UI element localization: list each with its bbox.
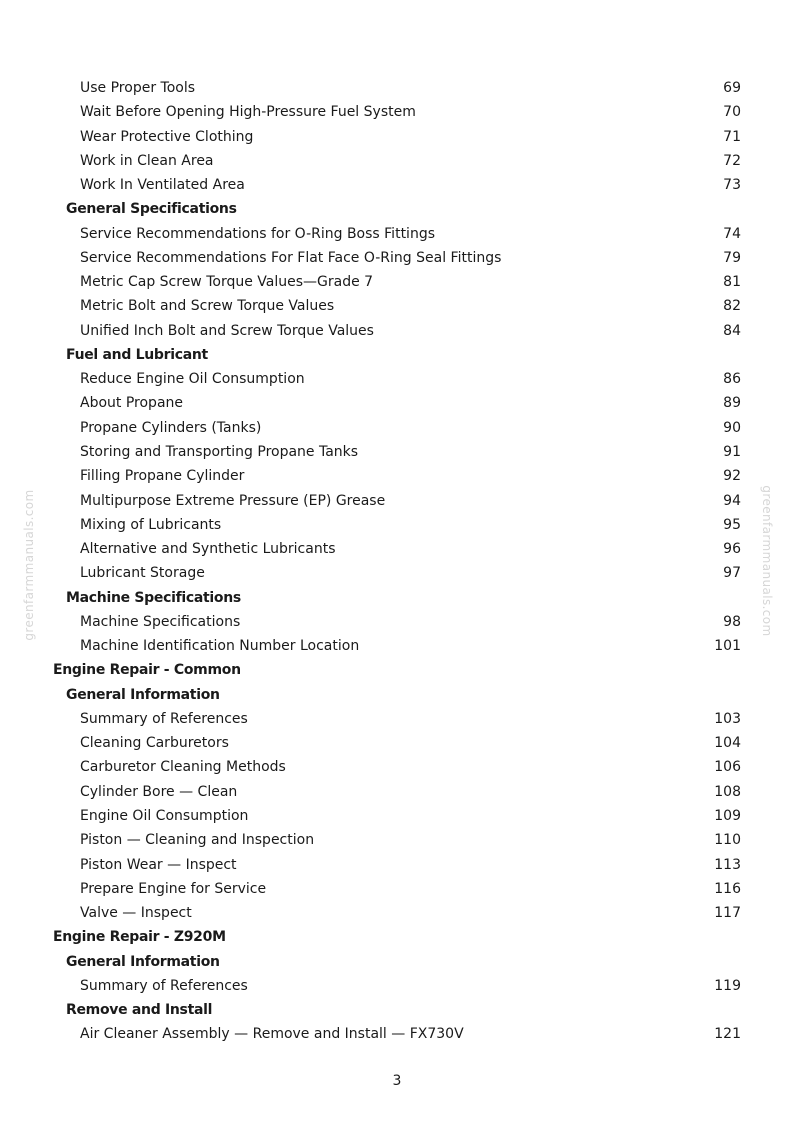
- toc-entry[interactable]: [0, 294, 794, 318]
- toc-entry-page-number: 86: [723, 371, 741, 388]
- toc-entry-page-number: 101: [714, 638, 741, 655]
- toc-entry[interactable]: [0, 246, 794, 270]
- toc-entry-page-number: 109: [714, 807, 741, 824]
- toc-entry-page-number: 72: [723, 152, 741, 169]
- toc-entry-page-number: 108: [714, 783, 741, 800]
- toc-entry-title: Machine Specifications: [80, 613, 241, 630]
- toc-entry[interactable]: [0, 489, 794, 513]
- toc-entry-page-number: 74: [723, 225, 741, 242]
- toc-section-title: General Specifications: [66, 201, 237, 218]
- watermark-right: greenfarmmanuals.com: [760, 485, 774, 637]
- toc-section-title: General Information: [66, 686, 220, 703]
- toc-entry[interactable]: [0, 804, 794, 828]
- toc-entry-page-number: 69: [723, 80, 741, 96]
- toc-entry-page-number: 119: [714, 977, 741, 994]
- toc-entry[interactable]: [0, 755, 794, 779]
- toc-entry-page-number: 79: [723, 249, 741, 266]
- toc-entry-title: Multipurpose Extreme Pressure (EP) Grease: [80, 492, 386, 509]
- toc-entry[interactable]: [0, 416, 794, 440]
- toc-entry-title: Engine Oil Consumption: [80, 807, 249, 824]
- toc-entry-page-number: 106: [714, 759, 741, 776]
- toc-section: [0, 343, 794, 367]
- toc-entry-title: Summary of References: [80, 977, 248, 994]
- toc-entry-title: Metric Cap Screw Torque Values—Grade 7: [80, 274, 374, 291]
- toc-entry-title: Wear Protective Clothing: [80, 128, 254, 145]
- toc-entry-title: Service Recommendations for O-Ring Boss Fittings: [80, 225, 435, 242]
- toc-section: [0, 950, 794, 974]
- toc-entry-title: About Propane: [80, 395, 184, 412]
- toc-chapter: [0, 658, 794, 682]
- toc-chapter-title: Engine Repair - Common: [53, 662, 241, 679]
- toc-entry[interactable]: [0, 901, 794, 925]
- toc-section: [0, 683, 794, 707]
- watermark-left: greenfarmmanuals.com: [22, 489, 36, 641]
- toc-entry-title: Reduce Engine Oil Consumption: [80, 371, 305, 388]
- toc-entry-title: Mixing of Lubricants: [80, 516, 222, 533]
- toc-entry-title: Wait Before Opening High-Pressure Fuel System: [80, 104, 416, 121]
- toc-entry-page-number: 82: [723, 298, 741, 315]
- toc-entry-page-number: 98: [723, 613, 741, 630]
- toc-entry-title: Piston — Cleaning and Inspection: [80, 832, 315, 849]
- toc-entry-page-number: 90: [723, 419, 741, 436]
- toc-entry[interactable]: [0, 828, 794, 852]
- toc-entry-page-number: 92: [723, 468, 741, 485]
- toc-entry-title: Work in Clean Area: [80, 152, 214, 169]
- toc-entry[interactable]: [0, 391, 794, 415]
- toc-entry-page-number: 103: [714, 710, 741, 727]
- toc-entry[interactable]: [0, 173, 794, 197]
- toc-entry[interactable]: [0, 464, 794, 488]
- toc-entry-title: Cleaning Carburetors: [80, 735, 229, 752]
- toc-entry-page-number: 84: [723, 322, 741, 339]
- toc-section-title: General Information: [66, 953, 220, 970]
- toc-section-title: Machine Specifications: [66, 589, 241, 606]
- toc-entry[interactable]: [0, 707, 794, 731]
- toc-entry[interactable]: [0, 270, 794, 294]
- toc-entry[interactable]: [0, 100, 794, 124]
- toc-section: [0, 998, 794, 1022]
- toc-entry[interactable]: [0, 1022, 794, 1046]
- toc-entry[interactable]: [0, 76, 794, 100]
- toc-entry[interactable]: [0, 513, 794, 537]
- toc-entry-title: Valve — Inspect: [80, 905, 192, 922]
- toc-entry-title: Machine Identification Number Location: [80, 638, 360, 655]
- table-of-contents: [0, 76, 794, 1047]
- toc-entry-page-number: 117: [714, 905, 741, 922]
- toc-entry-page-number: 97: [723, 565, 741, 582]
- toc-entry[interactable]: [0, 610, 794, 634]
- toc-chapter: [0, 925, 794, 949]
- toc-entry-page-number: 94: [723, 492, 741, 509]
- toc-entry-page-number: 96: [723, 541, 741, 558]
- toc-entry-page-number: 116: [714, 880, 741, 897]
- toc-entry[interactable]: [0, 853, 794, 877]
- toc-entry-title: Use Proper Tools: [80, 80, 196, 96]
- toc-entry[interactable]: [0, 319, 794, 343]
- toc-section: [0, 197, 794, 221]
- toc-entry[interactable]: [0, 731, 794, 755]
- toc-entry-title: Storing and Transporting Propane Tanks: [80, 443, 359, 460]
- toc-section-title: Remove and Install: [66, 1002, 213, 1019]
- toc-section: [0, 586, 794, 610]
- toc-entry[interactable]: [0, 222, 794, 246]
- toc-entry-page-number: 121: [714, 1026, 741, 1043]
- toc-entry-title: Lubricant Storage: [80, 565, 205, 582]
- toc-entry-page-number: 113: [714, 856, 741, 873]
- page-number: 3: [392, 1073, 402, 1089]
- toc-entry-title: Air Cleaner Assembly — Remove and Install — FX730V: [80, 1026, 464, 1043]
- toc-entry-title: Carburetor Cleaning Methods: [80, 759, 286, 776]
- toc-entry-page-number: 70: [723, 104, 741, 121]
- toc-section-title: Fuel and Lubricant: [66, 346, 208, 363]
- toc-entry-title: Unified Inch Bolt and Screw Torque Values: [80, 322, 374, 339]
- toc-entry[interactable]: [0, 974, 794, 998]
- toc-entry-title: Cylinder Bore — Clean: [80, 783, 238, 800]
- toc-entry-page-number: 91: [723, 443, 741, 460]
- toc-entry[interactable]: [0, 149, 794, 173]
- toc-entry-page-number: 110: [714, 832, 741, 849]
- toc-entry[interactable]: [0, 537, 794, 561]
- toc-entry[interactable]: [0, 561, 794, 585]
- toc-entry-page-number: 71: [723, 128, 741, 145]
- toc-entry-title: Prepare Engine for Service: [80, 880, 267, 897]
- toc-entry[interactable]: [0, 440, 794, 464]
- toc-entry[interactable]: [0, 634, 794, 658]
- toc-entry[interactable]: [0, 877, 794, 901]
- toc-entry-page-number: 81: [723, 274, 741, 291]
- toc-entry-title: Metric Bolt and Screw Torque Values: [80, 298, 335, 315]
- toc-entry-page-number: 73: [723, 177, 741, 194]
- toc-entry-page-number: 89: [723, 395, 741, 412]
- toc-chapter-title: Engine Repair - Z920M: [53, 929, 226, 946]
- toc-entry[interactable]: [0, 367, 794, 391]
- toc-entry-title: Summary of References: [80, 710, 248, 727]
- toc-entry-title: Propane Cylinders (Tanks): [80, 419, 262, 436]
- toc-entry-title: Work In Ventilated Area: [80, 177, 245, 194]
- toc-entry-page-number: 104: [714, 735, 741, 752]
- toc-entry-title: Service Recommendations For Flat Face O-Ring Seal Fittings: [80, 249, 502, 266]
- toc-entry-title: Alternative and Synthetic Lubricants: [80, 541, 336, 558]
- toc-entry-page-number: 95: [723, 516, 741, 533]
- toc-entry[interactable]: [0, 780, 794, 804]
- toc-entry-title: Piston Wear — Inspect: [80, 856, 237, 873]
- toc-entry[interactable]: [0, 125, 794, 149]
- toc-entry-title: Filling Propane Cylinder: [80, 468, 245, 485]
